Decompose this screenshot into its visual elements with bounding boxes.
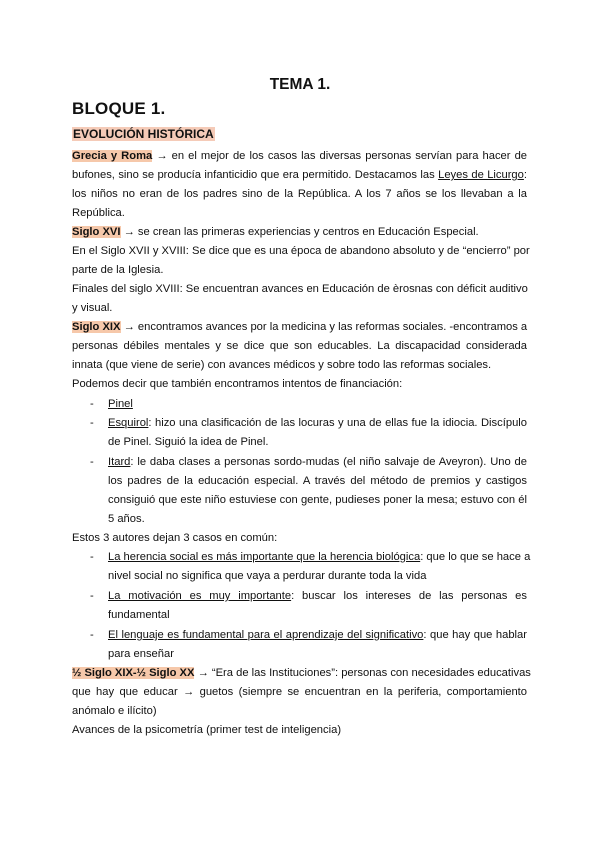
list-item-line: consiguió que este niño estuviese con gente, pudieses poner la mesa; estuvo con él [108, 494, 527, 506]
paragraph-line: Estos 3 autores dejan 3 casos en común: [72, 532, 278, 544]
paragraph-line [72, 225, 479, 239]
list-item-line: 5 años. [108, 513, 145, 525]
list-item-line [108, 628, 527, 642]
underlined-term: La herencia social es más importante que la herencia biológica [108, 551, 421, 563]
list-dash: - [90, 417, 94, 429]
paragraph-line: que hay que educar → guetos (siempre se encuentran en la periferia, comportamiento [72, 686, 527, 698]
list-item-line: nivel social no significa que vaya a perdurar durante toda la vida [108, 570, 427, 582]
underlined-term: El lenguaje es fundamental para el aprendizaje del significativo [108, 629, 424, 641]
paragraph-line: y visual. [72, 302, 113, 314]
paragraph-line [72, 168, 527, 182]
list-dash: - [90, 629, 94, 641]
list-dash: - [90, 456, 94, 468]
text: → se crean las primeras experiencias y centros en Educación Especial. [123, 226, 479, 238]
author-esquirol: Esquirol [108, 417, 149, 429]
list-item-line [108, 589, 527, 603]
highlight-label: Siglo XVI [72, 226, 121, 238]
text: → encontramos avances por la medicina y las reformas sociales. -encontramos a [123, 321, 528, 333]
highlight-label: ½ Siglo XIX-½ Siglo XX [72, 667, 195, 679]
underlined-term: La motivación es muy importante [108, 590, 292, 602]
list-item-line: para enseñar [108, 648, 174, 660]
paragraph-line: República. [72, 207, 125, 219]
list-item-line: de Pinel. Siguió la idea de Pinel. [108, 436, 269, 448]
text: → “Era de las Instituciones”: personas con necesidades educativas [197, 667, 531, 679]
list-item-line [108, 550, 531, 564]
paragraph-line: personas débiles mentales y se dice que son educables. La discapacidad considerada [72, 340, 527, 352]
paragraph-line [72, 666, 531, 680]
paragraph-line: anómalo e ilícito) [72, 705, 157, 717]
paragraph-line: Podemos decir que también encontramos intentos de financiación: [72, 378, 403, 390]
highlight-label: Grecia y Roma [72, 150, 153, 162]
paragraph-line [72, 320, 527, 334]
section-heading: EVOLUCIÓN HISTÓRICA [73, 127, 214, 141]
paragraph-line: parte de la Iglesia. [72, 264, 164, 276]
paragraph-line: innata (que viene de serie) con avances médicos y sobre todo las reformas sociales. [72, 359, 492, 371]
paragraph-line [72, 149, 527, 163]
list-item-line: fundamental [108, 609, 170, 621]
text: : hizo una clasificación de las locuras y una de ellas fue la idiocia. Discípulo [148, 417, 527, 429]
paragraph-line: Avances de la psicometría (primer test de inteligencia) [72, 724, 342, 736]
underlined-term: Leyes de Licurgo [438, 169, 524, 181]
list-item-line [108, 416, 527, 430]
paragraph-line: los niños no eran de los padres sino de la República. A los 7 años se los llevaban a la [72, 188, 527, 200]
author-pinel: Pinel [108, 398, 133, 410]
text: : [523, 169, 527, 181]
highlight-label: Siglo XIX [72, 321, 121, 333]
text: : que hay que hablar [423, 629, 527, 641]
paragraph-line: Finales del siglo XVIII: Se encuentran avances en Educación de èrosnas con déficit auditivo [72, 283, 528, 295]
list-dash: - [90, 551, 94, 563]
block-heading: BLOQUE 1. [72, 99, 166, 118]
text: : le daba clases a personas sordo-mudas (el niño salvaje de Aveyron). Uno de [130, 456, 527, 468]
list-dash: - [90, 590, 94, 602]
page-title: TEMA 1. [269, 76, 331, 93]
text: bufones, sino se producía infanticidio que era permitido. Destacamos las [72, 169, 435, 181]
list-item-line [108, 455, 527, 469]
list-dash: - [90, 398, 94, 410]
text: → en el mejor de los casos las diversas personas servían para hacer de [156, 150, 528, 162]
list-item-line: los padres de la educación especial. A través del método de premios y castigos [108, 475, 527, 487]
text: : buscar los intereses de las personas es [291, 590, 527, 602]
paragraph-line: En el Siglo XVII y XVIII: Se dice que es una época de abandono absoluto y de “encierro” por [72, 245, 530, 257]
text: : que lo que se hace a [420, 551, 531, 563]
author-itard: Itard [108, 456, 131, 468]
